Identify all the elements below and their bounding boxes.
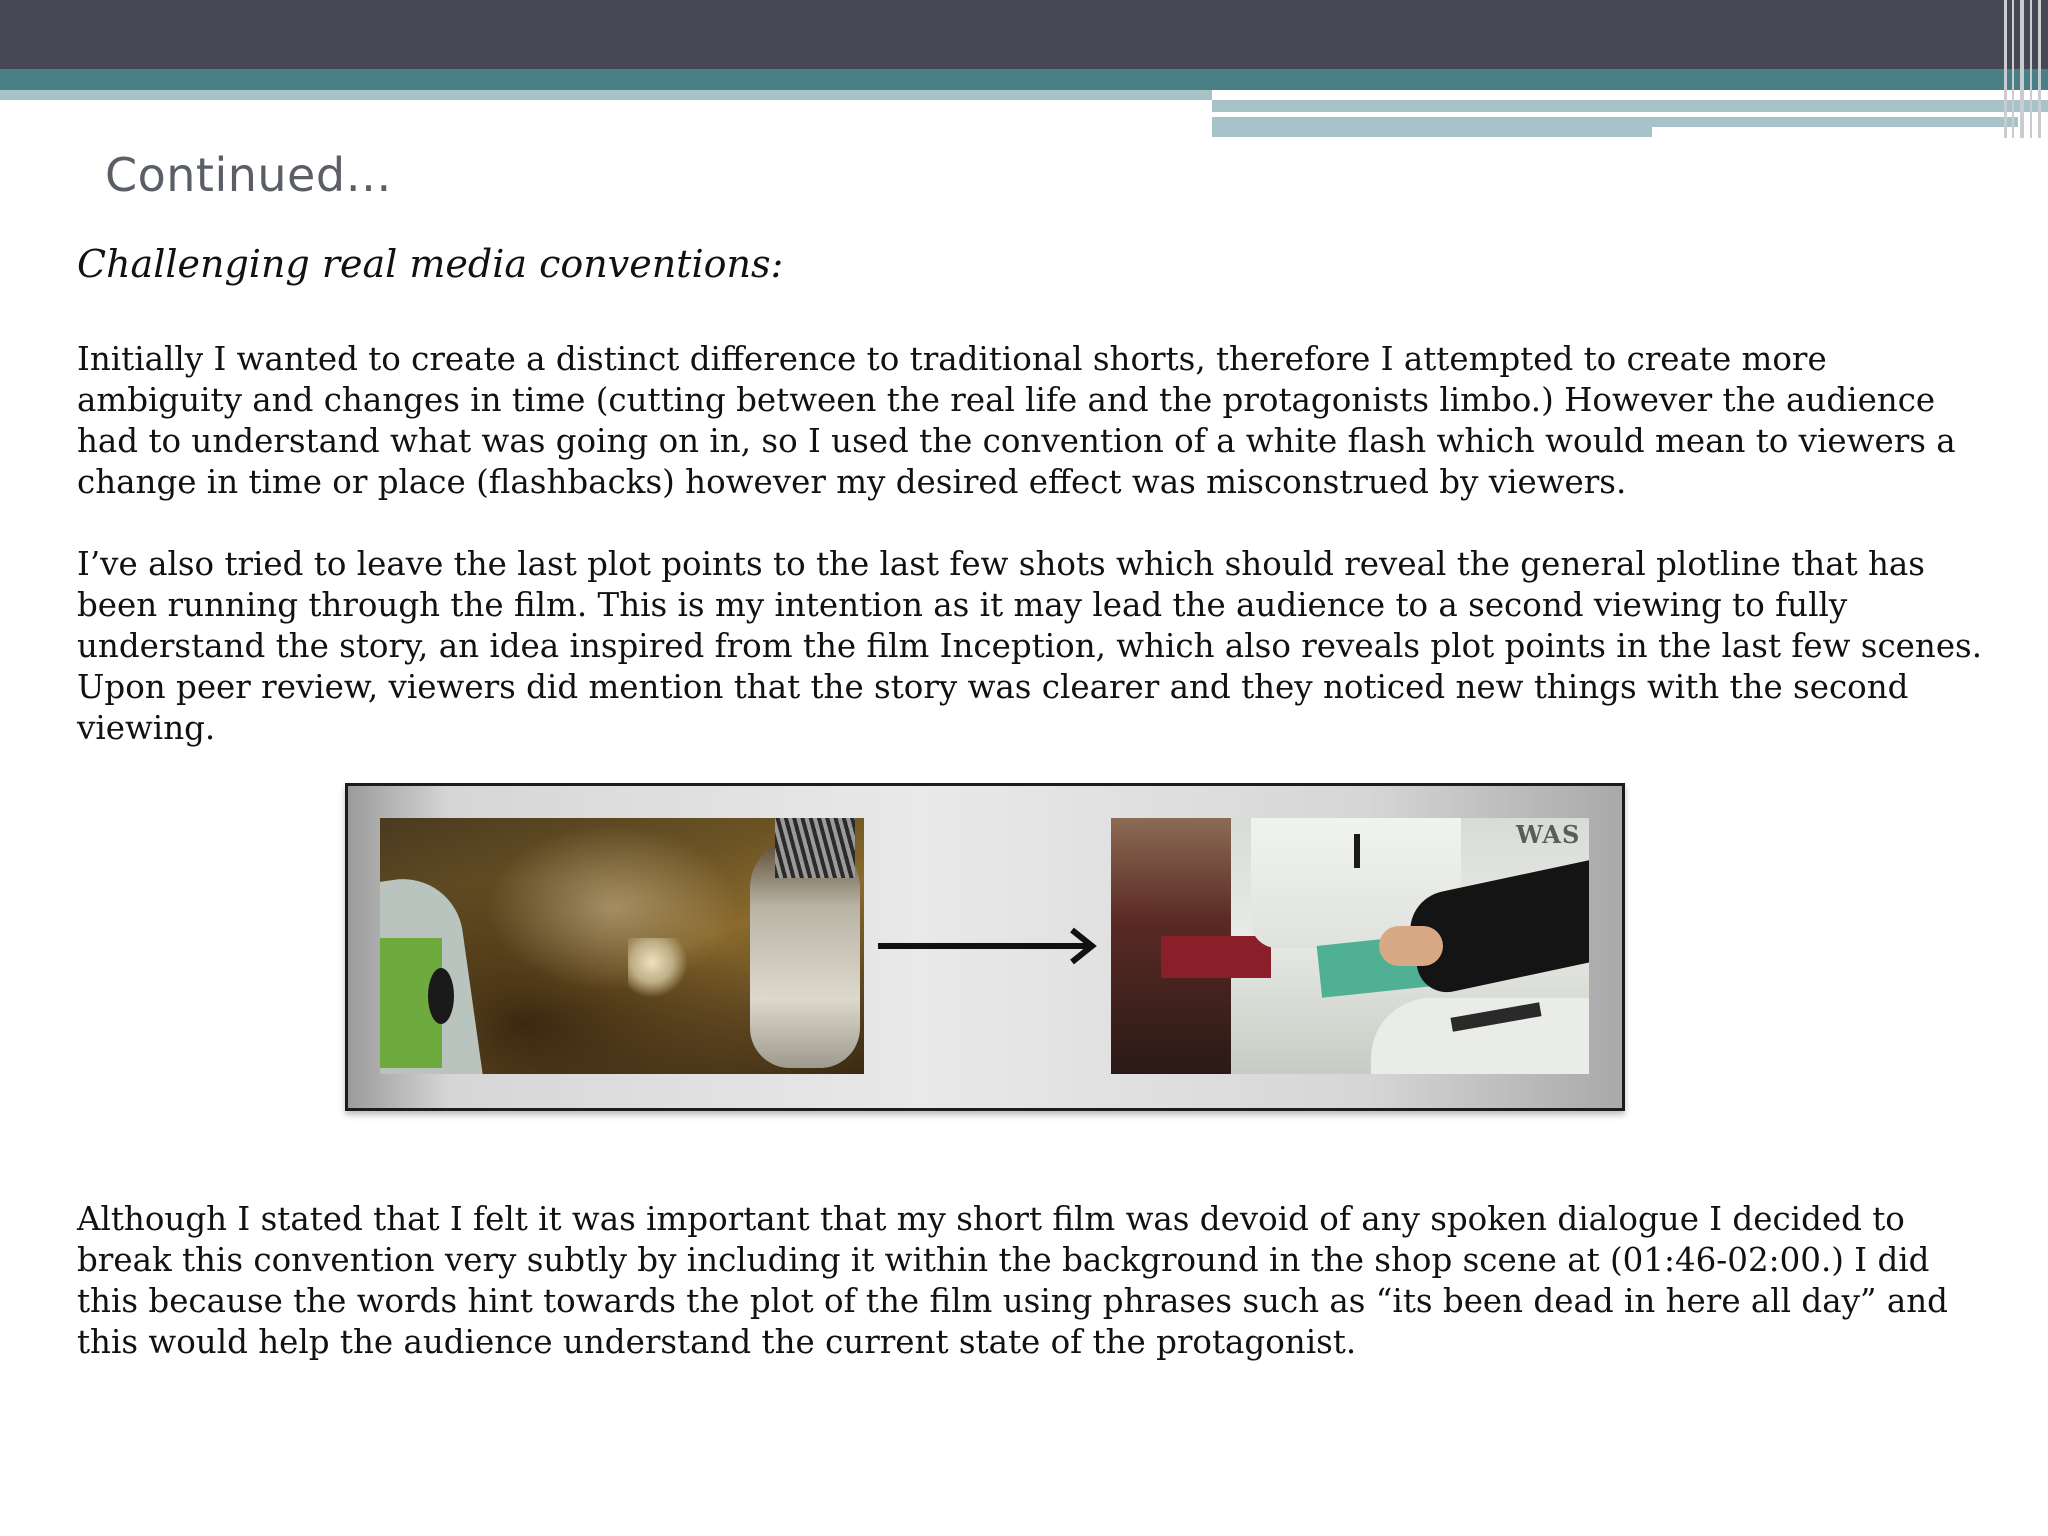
header-bar-teal xyxy=(0,69,2048,90)
header-bar-right-accent-2 xyxy=(1212,117,1652,137)
header-bar-right-accent xyxy=(1212,100,2048,112)
paragraph-dialogue: Although I stated that I felt it was important that my short film was devoid of any spoken dialogue I decided to break this convention very subtly by including it within the background in the shop scene at (01:46-02:00.) I did this because the words hint towards the plot of the film using phrases such as “its been dead in here all day” and this would help the audience understand the current state of the protagonist. xyxy=(77,1200,1948,1361)
header-bar-light xyxy=(0,90,1212,100)
header-edge-stripes xyxy=(2000,0,2048,138)
arrow-right-icon xyxy=(878,926,1108,966)
still-hand-dryer xyxy=(1111,818,1589,1074)
film-stills-figure xyxy=(345,783,1625,1111)
paragraph-plot-points: I’ve also tried to leave the last plot points to the last few shots which should reveal the general plotline that has been running through the film. This is my intention as it may lead the audience to a second viewing to fully understand the story, an idea inspired from the film Inception, which also reveals plot points in the last few scenes. Upon peer review, viewers did mention that the story was clearer and they noticed new things with the second viewing. xyxy=(77,545,1983,747)
slide-subtitle: Challenging real media conventions: xyxy=(77,242,784,286)
header-bar-right-accent-3 xyxy=(1652,117,2018,127)
paragraph-white-flash: Initially I wanted to create a distinct difference to traditional shorts, therefore I attempted to create more ambiguity and changes in time (cutting between the real life and the protagonists limbo.) However the audience had to understand what was going on in, so I used the convention of a white flash which would mean to viewers a change in time or place (flashbacks) however my desired effect was misconstrued by viewers. xyxy=(77,340,1956,501)
slide-title: Continued… xyxy=(105,148,393,202)
still-sign-text: WAS xyxy=(1516,820,1581,849)
header-bar-dark xyxy=(0,0,2048,69)
still-table-coins xyxy=(380,818,864,1074)
